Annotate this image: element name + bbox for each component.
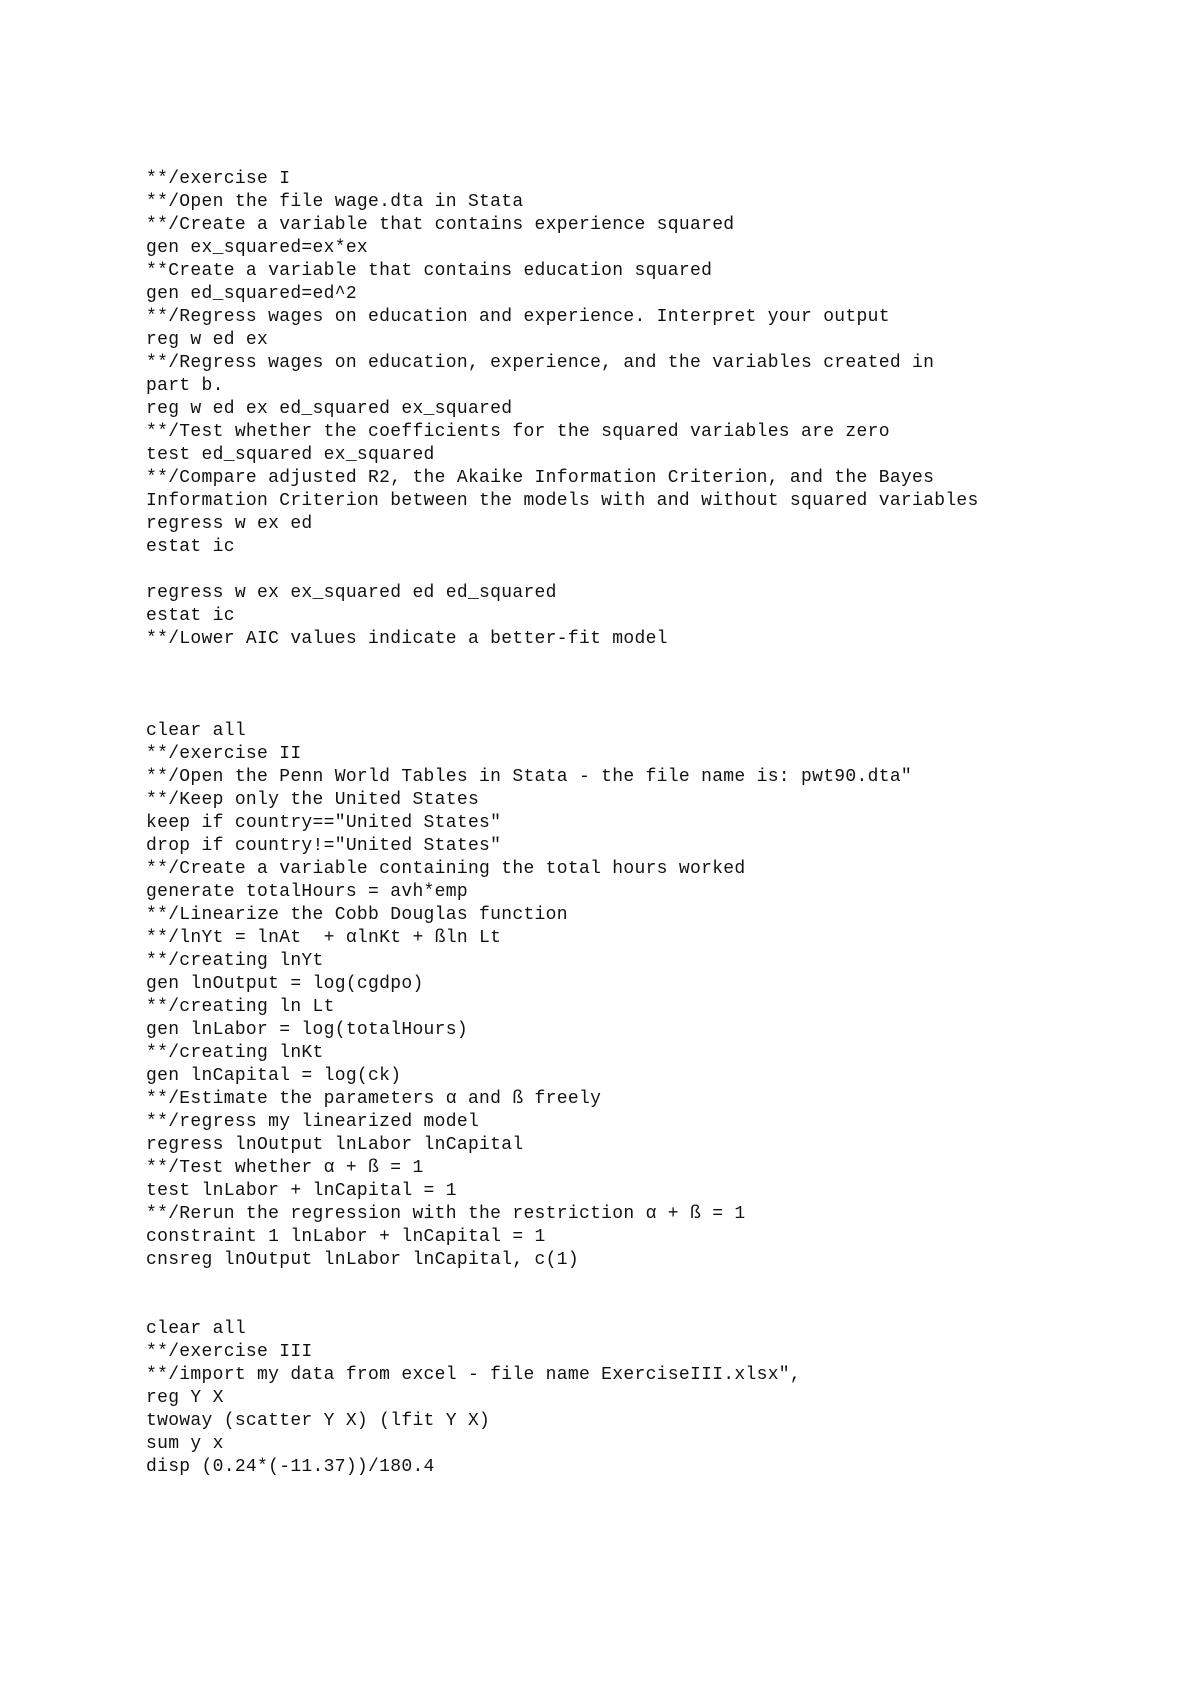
code-line: **/Test whether the coefficients for the squared variables are zero xyxy=(146,422,890,442)
code-line: disp (0.24*(-11.37))/180.4 xyxy=(146,1457,435,1477)
code-line: **/Create a variable that contains experience squared xyxy=(146,215,735,235)
code-line: drop if country!="United States" xyxy=(146,836,502,856)
code-line: **/exercise III xyxy=(146,1342,313,1362)
code-line: **/lnYt = lnAt + αlnKt + ßln Lt xyxy=(146,928,502,948)
code-line: **/exercise II xyxy=(146,744,302,764)
code-line: **/Linearize the Cobb Douglas function xyxy=(146,905,568,925)
blank-line xyxy=(146,651,1146,674)
code-line: **/import my data from excel - file name ExerciseIII.xlsx", xyxy=(146,1365,802,1385)
code-line: **/Lower AIC values indicate a better-fit model xyxy=(146,629,668,649)
code-line: generate totalHours = avh*emp xyxy=(146,882,468,902)
code-line: **/Test whether α + ß = 1 xyxy=(146,1158,424,1178)
code-line: reg w ed ex ed_squared ex_squared xyxy=(146,399,513,419)
code-line: **/Rerun the regression with the restriction α + ß = 1 xyxy=(146,1204,746,1224)
code-line: Information Criterion between the models with and without squared variables xyxy=(146,491,979,511)
code-line: regress w ex ex_squared ed ed_squared xyxy=(146,583,557,603)
code-line: gen ed_squared=ed^2 xyxy=(146,284,357,304)
code-listing xyxy=(146,168,1146,1479)
code-line: keep if country=="United States" xyxy=(146,813,502,833)
code-line: reg w ed ex xyxy=(146,330,269,350)
code-line: **/exercise I xyxy=(146,169,291,189)
code-line: clear all xyxy=(146,1319,246,1339)
code-line: **/Open the file wage.dta in Stata xyxy=(146,192,524,212)
code-line: estat ic xyxy=(146,606,235,626)
code-line: **/Create a variable containing the total hours worked xyxy=(146,859,746,879)
code-line: gen ex_squared=ex*ex xyxy=(146,238,369,258)
code-line: gen lnLabor = log(totalHours) xyxy=(146,1020,468,1040)
code-line: **/creating lnYt xyxy=(146,951,324,971)
code-line: **/creating ln Lt xyxy=(146,997,335,1017)
code-line: twoway (scatter Y X) (lfit Y X) xyxy=(146,1411,491,1431)
code-line: **/Estimate the parameters α and ß freely xyxy=(146,1089,602,1109)
code-line: constraint 1 lnLabor + lnCapital = 1 xyxy=(146,1227,546,1247)
blank-line xyxy=(146,697,1146,720)
code-line: **/Keep only the United States xyxy=(146,790,480,810)
code-line: **/regress my linearized model xyxy=(146,1112,480,1132)
code-line: regress lnOutput lnLabor lnCapital xyxy=(146,1135,524,1155)
blank-line xyxy=(146,1295,1146,1318)
blank-line xyxy=(146,1272,1146,1295)
code-line: clear all xyxy=(146,721,246,741)
code-line: gen lnCapital = log(ck) xyxy=(146,1066,402,1086)
code-line: sum y x xyxy=(146,1434,224,1454)
code-line: **/Regress wages on education and experience. Interpret your output xyxy=(146,307,890,327)
code-line: regress w ex ed xyxy=(146,514,313,534)
blank-line xyxy=(146,559,1146,582)
code-line: gen lnOutput = log(cgdpo) xyxy=(146,974,424,994)
code-line: estat ic xyxy=(146,537,235,557)
code-line: **Create a variable that contains education squared xyxy=(146,261,713,281)
code-line: test ed_squared ex_squared xyxy=(146,445,435,465)
code-line: reg Y X xyxy=(146,1388,224,1408)
code-line: test lnLabor + lnCapital = 1 xyxy=(146,1181,457,1201)
code-line: cnsreg lnOutput lnLabor lnCapital, c(1) xyxy=(146,1250,579,1270)
code-line: part b. xyxy=(146,376,224,396)
code-line: **/Compare adjusted R2, the Akaike Information Criterion, and the Bayes xyxy=(146,468,935,488)
code-line: **/creating lnKt xyxy=(146,1043,324,1063)
code-line: **/Regress wages on education, experience, and the variables created in xyxy=(146,353,935,373)
blank-line xyxy=(146,674,1146,697)
code-line: **/Open the Penn World Tables in Stata - the file name is: pwt90.dta" xyxy=(146,767,913,787)
